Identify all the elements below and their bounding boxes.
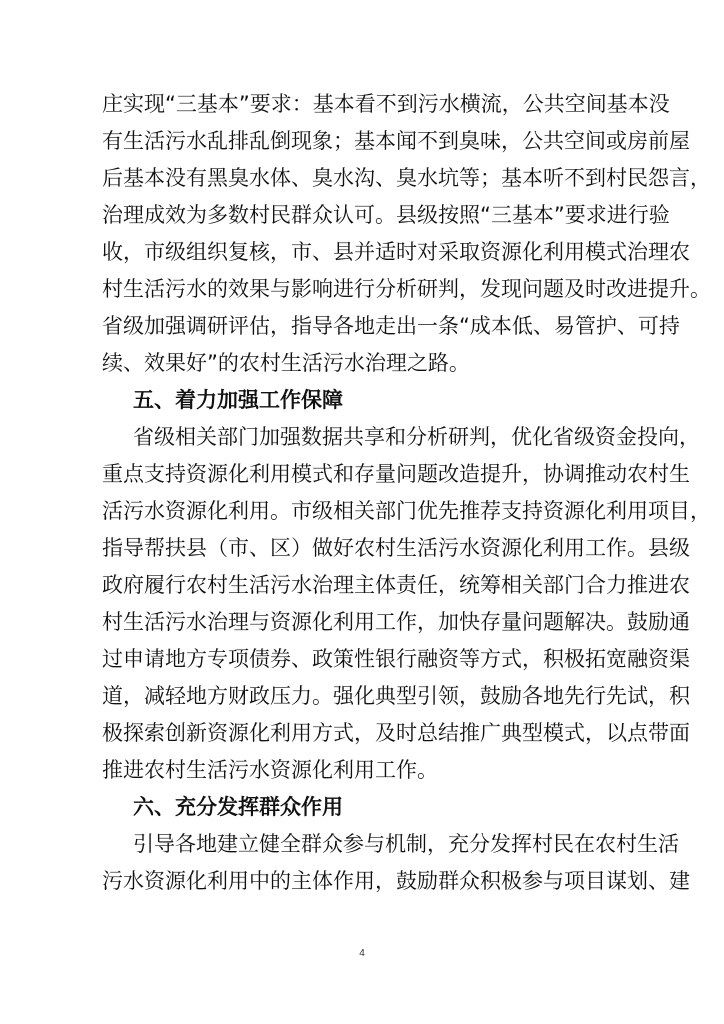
section-heading-5: 五、着力加强工作保障 [133, 388, 343, 412]
paragraph-line: 道，减轻地方财政压力。强化典型引领，鼓励各地先行先试，积 [102, 684, 690, 708]
section-heading-6: 六、充分发挥群众作用 [133, 795, 343, 819]
paragraph-line: 庄实现“三基本”要求：基本看不到污水横流，公共空间基本没 [102, 92, 670, 116]
paragraph-line: 续、效果好”的农村生活污水治理之路。 [102, 351, 470, 375]
paragraph-line: 村生活污水治理与资源化利用工作，加快存量问题解决。鼓励通 [102, 610, 690, 634]
paragraph-line: 收，市级组织复核，市、县并适时对采取资源化利用模式治理农 [102, 240, 690, 264]
paragraph-line: 村生活污水的效果与影响进行分析研判，发现问题及时改进提升。 [102, 277, 711, 301]
paragraph-line: 后基本没有黑臭水体、臭水沟、臭水坑等；基本听不到村民怨言， [102, 166, 711, 190]
paragraph-line: 重点支持资源化利用模式和存量问题改造提升，协调推动农村生 [102, 462, 690, 486]
paragraph-line: 引导各地建立健全群众参与机制，充分发挥村民在农村生活 [133, 832, 679, 856]
paragraph-line: 政府履行农村生活污水治理主体责任，统筹相关部门合力推进农 [102, 573, 690, 597]
paragraph-line: 省级相关部门加强数据共享和分析研判，优化省级资金投向， [133, 425, 700, 449]
paragraph-line: 极探索创新资源化利用方式，及时总结推广典型模式，以点带面 [102, 721, 690, 745]
paragraph-line: 推进农村生活污水资源化利用工作。 [102, 758, 438, 782]
paragraph-line: 指导帮扶县（市、区）做好农村生活污水资源化利用工作。县级 [102, 536, 690, 560]
paragraph-line: 有生活污水乱排乱倒现象；基本闻不到臭味，公共空间或房前屋 [102, 129, 690, 153]
paragraph-line: 过申请地方专项债券、政策性银行融资等方式，积极拓宽融资渠 [102, 647, 690, 671]
paragraph-line: 污水资源化利用中的主体作用，鼓励群众积极参与项目谋划、建 [102, 869, 690, 893]
paragraph-line: 治理成效为多数村民群众认可。县级按照“三基本”要求进行验 [102, 203, 670, 227]
paragraph-line: 省级加强调研评估，指导各地走出一条“成本低、易管护、可持 [102, 314, 680, 338]
paragraph-line: 活污水资源化利用。市级相关部门优先推荐支持资源化利用项目， [102, 499, 711, 523]
page-number: 4 [359, 948, 365, 959]
